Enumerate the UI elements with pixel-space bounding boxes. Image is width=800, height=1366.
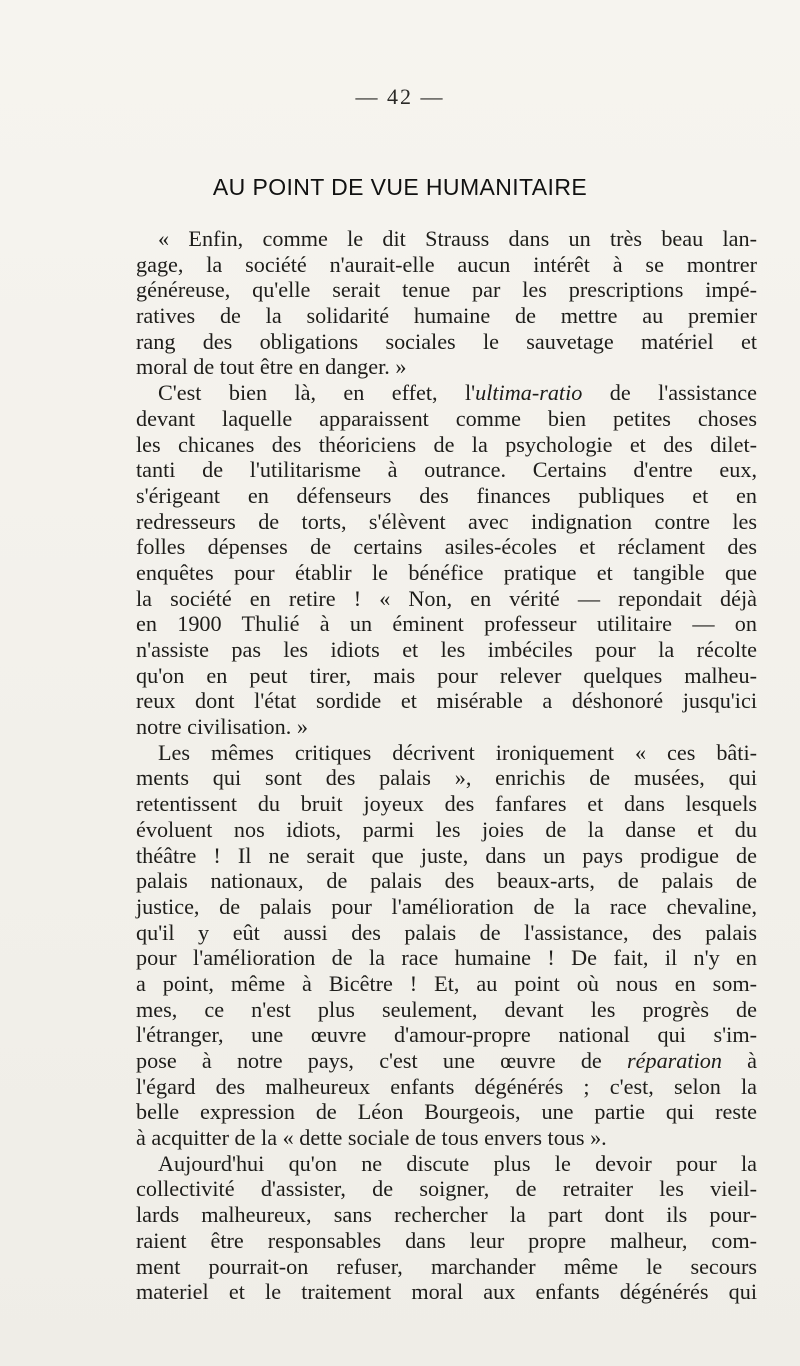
text-line-segment: ment pourrait-on refuser, marchander même le secours bbox=[136, 1253, 757, 1279]
text-line bbox=[136, 817, 757, 843]
text-line-segment: palais nationaux, de palais des beaux-arts, de palais de bbox=[136, 868, 757, 894]
text-line bbox=[136, 997, 757, 1023]
text-line-segment: Aujourd'hui qu'on ne discute plus le devoir pour la bbox=[158, 1150, 757, 1176]
text-line-segment: l'égard des malheureux enfants dégénérés ; c'est, selon la bbox=[136, 1073, 757, 1099]
text-line bbox=[136, 1176, 757, 1202]
text-line bbox=[136, 894, 757, 920]
text-line-segment: a point, même à Bicêtre ! Et, au point où nous en som- bbox=[136, 970, 757, 996]
text-line-segment: rang des obligations sociales le sauvetage matériel et bbox=[136, 328, 757, 354]
text-line bbox=[136, 483, 757, 509]
text-line-segment: notre civilisation. » bbox=[136, 714, 308, 740]
text-line-segment: pour l'amélioration de la race humaine ! De fait, il n'y en bbox=[136, 945, 757, 971]
text-line bbox=[136, 277, 757, 303]
text-line bbox=[136, 1099, 757, 1125]
text-line-segment: « Enfin, comme le dit Strauss dans un très beau lan- bbox=[158, 226, 757, 251]
text-line bbox=[136, 1074, 757, 1100]
text-line-segment: à bbox=[721, 1048, 757, 1073]
text-line-segment: généreuse, qu'elle serait tenue par les prescriptions impé- bbox=[136, 277, 757, 303]
italic-term: ultima-ratio bbox=[475, 380, 583, 406]
text-line bbox=[136, 1202, 757, 1228]
text-line-segment: qu'il y eût aussi des palais de l'assistance, des palais bbox=[136, 919, 757, 945]
text-line-segment: pose à notre pays, c'est une œuvre de bbox=[136, 1048, 627, 1073]
text-line-segment: retentissent du bruit joyeux des fanfares et dans lesquels bbox=[136, 791, 757, 817]
text-line bbox=[136, 534, 757, 560]
text-line-segment: la société en retire ! « Non, en vérité — repondait déjà bbox=[136, 585, 757, 611]
text-line-segment: s'érigeant en défenseurs des finances publiques et en bbox=[136, 482, 757, 508]
text-line-segment: redresseurs de torts, s'élèvent avec indignation contre les bbox=[136, 508, 757, 534]
text-line bbox=[136, 1151, 757, 1177]
text-line bbox=[136, 868, 757, 894]
text-line-segment: l'étranger, une œuvre d'amour-propre national qui s'im- bbox=[136, 1022, 757, 1048]
italic-term: réparation bbox=[627, 1048, 722, 1073]
text-line-segment: C'est bien là, en effet, l' bbox=[158, 380, 476, 406]
text-line bbox=[136, 1279, 757, 1305]
text-line-segment: théâtre ! Il ne serait que juste, dans un pays prodigue de bbox=[136, 842, 757, 868]
section-heading: AU POINT DE VUE HUMANITAIRE bbox=[212, 174, 588, 200]
text-line-segment: justice, de palais pour l'amélioration de la race chevaline, bbox=[136, 893, 757, 919]
text-line-segment: devant laquelle apparaissent comme bien petites choses bbox=[136, 405, 757, 431]
text-line bbox=[136, 663, 757, 689]
text-line bbox=[136, 329, 757, 355]
text-line-segment: à acquitter de la « dette sociale de tous envers tous ». bbox=[136, 1125, 607, 1151]
text-line-segment: n'assiste pas les idiots et les imbéciles pour la récolte bbox=[136, 637, 757, 662]
text-line bbox=[136, 457, 757, 483]
text-line-segment: moral de tout être en danger. » bbox=[136, 354, 407, 380]
text-line-segment: Les mêmes critiques décrivent ironiquement « ces bâti- bbox=[158, 739, 757, 765]
text-line-segment: materiel et le traitement moral aux enfants dégénérés qui bbox=[136, 1279, 757, 1305]
text-line bbox=[136, 1125, 757, 1151]
text-line-segment: ments qui sont des palais », enrichis de musées, qui bbox=[136, 765, 757, 791]
text-line bbox=[136, 1022, 757, 1048]
text-line-segment: en 1900 Thulié à un éminent professeur utilitaire — on bbox=[136, 611, 757, 637]
text-line bbox=[136, 1228, 757, 1254]
text-line-segment: de l'assistance bbox=[582, 380, 757, 406]
text-line-segment: raient être responsables dans leur propre malheur, com- bbox=[136, 1227, 757, 1253]
text-line bbox=[136, 509, 757, 535]
text-line bbox=[136, 354, 757, 380]
text-line bbox=[136, 765, 757, 791]
text-line-segment: les chicanes des théoriciens de la psychologie et des dilet- bbox=[136, 431, 757, 457]
text-line bbox=[136, 714, 757, 740]
text-line bbox=[136, 688, 757, 714]
body-text bbox=[136, 226, 757, 1305]
text-line bbox=[136, 945, 757, 971]
text-line bbox=[136, 252, 757, 278]
text-line bbox=[136, 637, 757, 663]
text-line-segment: évoluent nos idiots, parmi les joies de la danse et du bbox=[136, 816, 757, 842]
text-line bbox=[136, 380, 757, 406]
text-line-segment: gage, la société n'aurait-elle aucun intérêt à se montrer bbox=[136, 251, 757, 277]
text-line-segment: ratives de la solidarité humaine de mettre au premier bbox=[136, 303, 757, 329]
text-line bbox=[136, 740, 757, 766]
text-line-segment: lards malheureux, sans rechercher la part dont ils pour- bbox=[136, 1202, 757, 1228]
text-line bbox=[136, 843, 757, 869]
text-line bbox=[136, 791, 757, 817]
text-line bbox=[136, 586, 757, 612]
text-line bbox=[136, 432, 757, 458]
text-line-segment: enquêtes pour établir le bénéfice pratique et tangible que bbox=[136, 559, 757, 585]
text-line-segment: collectivité d'assister, de soigner, de retraiter les vieil- bbox=[136, 1176, 757, 1202]
text-line bbox=[136, 971, 757, 997]
text-line bbox=[136, 226, 757, 252]
text-line-segment: folles dépenses de certains asiles-écoles et réclament des bbox=[136, 534, 757, 560]
text-line bbox=[136, 560, 757, 586]
text-line bbox=[136, 611, 757, 637]
text-line-segment: mes, ce n'est plus seulement, devant les progrès de bbox=[136, 996, 757, 1022]
page-number: — 42 — bbox=[355, 84, 445, 109]
text-line bbox=[136, 303, 757, 329]
text-line-segment: tanti de l'utilitarisme à outrance. Certains d'entre eux, bbox=[136, 457, 757, 483]
text-line-segment: qu'on en peut tirer, mais pour relever quelques malheu- bbox=[136, 662, 757, 688]
text-line-segment: belle expression de Léon Bourgeois, une partie qui reste bbox=[136, 1099, 757, 1125]
text-line bbox=[136, 1254, 757, 1280]
text-line-segment: reux dont l'état sordide et misérable a déshonoré jusqu'ici bbox=[136, 688, 757, 714]
text-line bbox=[136, 406, 757, 432]
text-line bbox=[136, 1048, 757, 1074]
text-line bbox=[136, 920, 757, 946]
